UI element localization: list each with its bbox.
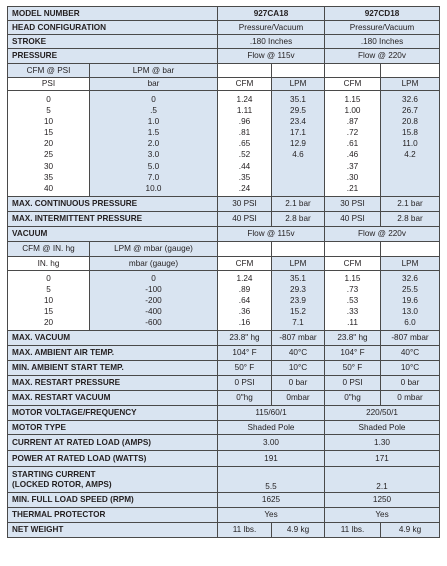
max-restart-vacuum-row	[8, 391, 440, 406]
pressure-row	[8, 49, 440, 64]
min-speed-label: MIN. FULL LOAD SPEED (RPM)	[8, 493, 218, 508]
min-speed-a: 1625	[218, 493, 325, 508]
max-vacuum-b-mbar: -807 mbar	[381, 331, 440, 346]
max-restart-pressure-a-bar: 0 bar	[272, 376, 325, 391]
starting-current-label-line2: (LOCKED ROTOR, AMPS)	[12, 479, 112, 489]
power-rated-row	[8, 451, 440, 467]
psi-values: 0 5 10 15 20 25 30 35 40	[8, 91, 90, 197]
max-vacuum-b-hg: 23.8" hg	[325, 331, 381, 346]
net-weight-label: NET WEIGHT	[8, 523, 218, 538]
min-speed-b: 1250	[325, 493, 440, 508]
starting-current-a: 5.5	[218, 467, 325, 493]
max-restart-pressure-a-psi: 0 PSI	[218, 376, 272, 391]
vacuum-columns-row	[8, 257, 440, 271]
current-rated-b: 1.30	[325, 435, 440, 451]
vac-lpm-a-column-header: LPM	[272, 257, 325, 271]
max-continuous-pressure-row	[8, 197, 440, 212]
min-start-temp-a-f: 50° F	[218, 361, 272, 376]
max-restart-vacuum-a-mbar: 0mbar	[272, 391, 325, 406]
vacuum-label: VACUUM	[8, 227, 218, 242]
head-config-a: Pressure/Vacuum	[218, 21, 325, 35]
cfm-b-column-header: CFM	[325, 78, 381, 91]
max-restart-pressure-b-psi: 0 PSI	[325, 376, 381, 391]
inhg-values: 0 5 10 15 20	[8, 271, 90, 331]
vacuum-data-row	[8, 271, 440, 331]
net-weight-a-kg: 4.9 kg	[272, 523, 325, 538]
stroke-b: .180 Inches	[325, 35, 440, 49]
lpm-b-column-header: LPM	[381, 78, 440, 91]
max-restart-pressure-b-bar: 0 bar	[381, 376, 440, 391]
max-restart-pressure-row	[8, 376, 440, 391]
model-number-label: MODEL NUMBER	[8, 7, 218, 21]
vac-lpm-b-values: 32.6 25.5 19.6 13.0 6.0	[381, 271, 440, 331]
vac-lpm-a-values: 35.1 29.3 23.9 15.2 7.1	[272, 271, 325, 331]
starting-current-row	[8, 467, 440, 493]
max-vacuum-a-hg: 23.8" hg	[218, 331, 272, 346]
motor-voltage-b: 220/50/1	[325, 406, 440, 421]
pressure-label: PRESSURE	[8, 49, 218, 64]
model-b-number: 927CD18	[325, 7, 440, 21]
head-config-b: Pressure/Vacuum	[325, 21, 440, 35]
cfm-a-values: 1.24 1.11 .96 .81 .65 .52 .44 .35 .24	[218, 91, 272, 197]
motor-type-b: Shaded Pole	[325, 421, 440, 435]
min-start-temp-a-c: 10°C	[272, 361, 325, 376]
min-start-temp-b-c: 10°C	[381, 361, 440, 376]
vacuum-flow-b: Flow @ 220v	[325, 227, 440, 242]
max-vacuum-a-mbar: -807 mbar	[272, 331, 325, 346]
vacuum-flow-a: Flow @ 115v	[218, 227, 325, 242]
model-number-row	[8, 7, 440, 21]
net-weight-b-lbs: 11 lbs.	[325, 523, 381, 538]
thermal-protector-b: Yes	[325, 508, 440, 523]
min-speed-row	[8, 493, 440, 508]
vacuum-subheader-row	[8, 242, 440, 257]
motor-type-a: Shaded Pole	[218, 421, 325, 435]
max-int-pressure-a-psi: 40 PSI	[218, 212, 272, 227]
vac-cfm-a-values: 1.24 .89 .64 .36 .16	[218, 271, 272, 331]
motor-type-label: MOTOR TYPE	[8, 421, 218, 435]
net-weight-row	[8, 523, 440, 538]
max-continuous-pressure-label: MAX. CONTINUOUS PRESSURE	[8, 197, 218, 212]
stroke-row	[8, 35, 440, 49]
cfm-a-column-header: CFM	[218, 78, 272, 91]
max-restart-vacuum-b-hg: 0"hg	[325, 391, 381, 406]
min-start-temp-b-f: 50° F	[325, 361, 381, 376]
motor-voltage-label: MOTOR VOLTAGE/FREQUENCY	[8, 406, 218, 421]
max-cont-pressure-b-psi: 30 PSI	[325, 197, 381, 212]
max-int-pressure-b-psi: 40 PSI	[325, 212, 381, 227]
max-cont-pressure-a-bar: 2.1 bar	[272, 197, 325, 212]
pressure-flow-a: Flow @ 115v	[218, 49, 325, 64]
lpm-at-mbar-label: LPM @ mbar (gauge)	[90, 242, 218, 257]
net-weight-b-kg: 4.9 kg	[381, 523, 440, 538]
max-restart-vacuum-label: MAX. RESTART VACUUM	[8, 391, 218, 406]
cfm-b-values: 1.15 1.00 .87 .72 .61 .46 .37 .30 .21	[325, 91, 381, 197]
net-weight-a-lbs: 11 lbs.	[218, 523, 272, 538]
max-restart-pressure-label: MAX. RESTART PRESSURE	[8, 376, 218, 391]
bar-column-header: bar	[90, 78, 218, 91]
bar-values: 0 .5 1.0 1.5 2.0 3.0 5.0 7.0 10.0	[90, 91, 218, 197]
min-start-temp-label: MIN. AMBIENT START TEMP.	[8, 361, 218, 376]
pressure-columns-row	[8, 78, 440, 91]
max-restart-vacuum-b-mbar: 0 mbar	[381, 391, 440, 406]
pressure-flow-b: Flow @ 220v	[325, 49, 440, 64]
vacuum-row	[8, 227, 440, 242]
motor-type-row	[8, 421, 440, 435]
lpm-b-values: 32.6 26.7 20.8 15.8 11.0 4.2	[381, 91, 440, 197]
max-vacuum-row	[8, 331, 440, 346]
motor-voltage-row	[8, 406, 440, 421]
thermal-protector-a: Yes	[218, 508, 325, 523]
max-vacuum-label: MAX. VACUUM	[8, 331, 218, 346]
lpm-a-column-header: LPM	[272, 78, 325, 91]
cfm-at-psi-label: CFM @ PSI	[8, 64, 90, 78]
vac-cfm-a-column-header: CFM	[218, 257, 272, 271]
max-air-temp-b-f: 104° F	[325, 346, 381, 361]
pressure-data-row	[8, 91, 440, 197]
starting-current-label	[8, 467, 218, 493]
max-air-temp-row	[8, 346, 440, 361]
head-config-row	[8, 21, 440, 35]
lpm-a-values: 35.1 29.5 23.4 17.1 12.9 4.6	[272, 91, 325, 197]
max-restart-vacuum-a-hg: 0"hg	[218, 391, 272, 406]
max-cont-pressure-b-bar: 2.1 bar	[381, 197, 440, 212]
vac-cfm-b-column-header: CFM	[325, 257, 381, 271]
power-rated-a: 191	[218, 451, 325, 467]
head-config-label: HEAD CONFIGURATION	[8, 21, 218, 35]
current-rated-a: 3.00	[218, 435, 325, 451]
vac-lpm-b-column-header: LPM	[381, 257, 440, 271]
thermal-protector-row	[8, 508, 440, 523]
model-a-number: 927CA18	[218, 7, 325, 21]
inhg-column-header: IN. hg	[8, 257, 90, 271]
max-int-pressure-a-bar: 2.8 bar	[272, 212, 325, 227]
max-air-temp-label: MAX. AMBIENT AIR TEMP.	[8, 346, 218, 361]
starting-current-label-line1: STARTING CURRENT	[12, 470, 96, 480]
min-start-temp-row	[8, 361, 440, 376]
power-rated-label: POWER AT RATED LOAD (WATTS)	[8, 451, 218, 467]
max-intermittent-pressure-row	[8, 212, 440, 227]
max-intermittent-pressure-label: MAX. INTERMITTENT PRESSURE	[8, 212, 218, 227]
thermal-protector-label: THERMAL PROTECTOR	[8, 508, 218, 523]
max-cont-pressure-a-psi: 30 PSI	[218, 197, 272, 212]
max-air-temp-a-c: 40°C	[272, 346, 325, 361]
lpm-at-bar-label: LPM @ bar	[90, 64, 218, 78]
specifications-table	[7, 6, 440, 538]
psi-column-header: PSI	[8, 78, 90, 91]
mbar-column-header: mbar (gauge)	[90, 257, 218, 271]
starting-current-b: 2.1	[325, 467, 440, 493]
mbar-values: 0 -100 -200 -400 -600	[90, 271, 218, 331]
current-rated-row	[8, 435, 440, 451]
stroke-a: .180 Inches	[218, 35, 325, 49]
vac-cfm-b-values: 1.15 .73 .53 .33 .11	[325, 271, 381, 331]
motor-voltage-a: 115/60/1	[218, 406, 325, 421]
pressure-subheader-row	[8, 64, 440, 78]
max-int-pressure-b-bar: 2.8 bar	[381, 212, 440, 227]
max-air-temp-a-f: 104° F	[218, 346, 272, 361]
stroke-label: STROKE	[8, 35, 218, 49]
max-air-temp-b-c: 40°C	[381, 346, 440, 361]
current-rated-label: CURRENT AT RATED LOAD (AMPS)	[8, 435, 218, 451]
cfm-at-inhg-label: CFM @ IN. hg	[8, 242, 90, 257]
power-rated-b: 171	[325, 451, 440, 467]
